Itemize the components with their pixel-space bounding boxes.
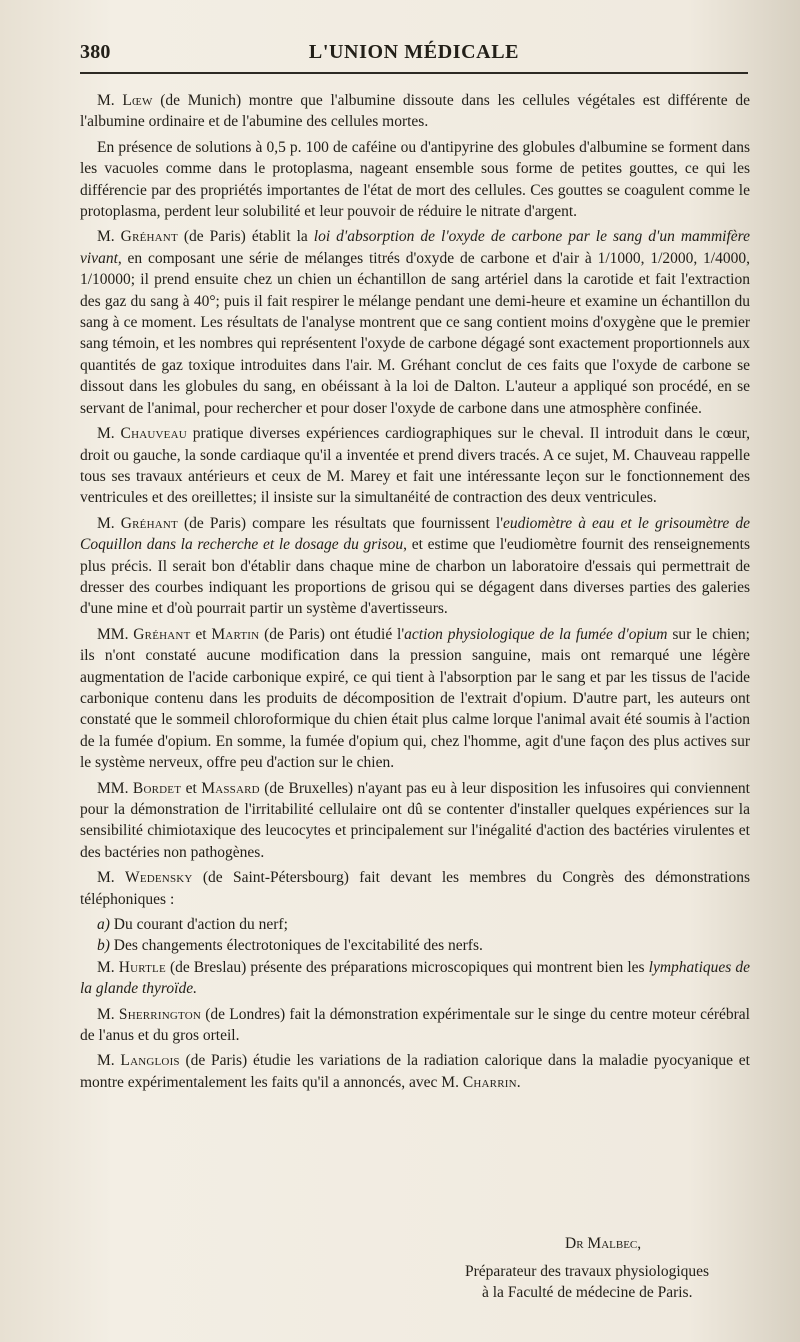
author-name: Charrin bbox=[462, 1073, 517, 1091]
author-name: Langlois bbox=[120, 1052, 180, 1070]
paragraph-opium: MM. Gréhant et Martin (de Paris) ont étudié l'action physiologique de la fumée d'opium sur le chien; ils n'ont constaté aucune modification dans la pression sanguine, mais ont remarqué une légère augmentation de l'acide carbonique expiré, ce qui tient à l'absorption par le sang et par les tissus de l'acide carbonique contenu dans les produits de décomposition de l'extrait d'opium. D'autre part, les auteurs ont constaté que le sommeil chloroformique du chien était plus calme lorque l'animal avait été soumis à l'action de la fumée d'opium. En somme, la fumée d'opium qui, chez l'homme, agit d'une façon des plus actives sur le système nerveux, offre peu d'action sur le chien. bbox=[80, 625, 750, 772]
paragraph-sherrington: M. Sherrington (de Londres) fait la démonstration expérimentale sur le singe du centre moteur cérébral de l'anus et du gros orteil. bbox=[80, 1005, 750, 1045]
signature-title: Préparateur des travaux physiologiques bbox=[465, 1263, 710, 1280]
author-name: Gréhant bbox=[120, 228, 178, 246]
list-item: b) Des changements électrotoniques de l'excitabilité des nerfs. bbox=[97, 937, 483, 955]
author-name: Chauveau bbox=[120, 425, 187, 443]
author-name: Bordet bbox=[132, 779, 182, 797]
author-name: Massard bbox=[201, 779, 260, 797]
author-name: Martin bbox=[211, 625, 260, 643]
italic-title: action physiologique de la fumée d'opium bbox=[404, 625, 668, 643]
italic-title: lymphatiques de la glande thyroïde. bbox=[80, 958, 750, 998]
paragraph-bordet-massard: MM. Bordet et Massard (de Bruxelles) n'ayant pas eu à leur disposition les infusoires qui conviennent pour la démonstration de l'irritabilité cellulaire ont dû se contenter d'installer quelques expériences sur la sensibilité chimiotaxique des leucocytes et principalement sur l'inégalité d'action des bactéries virulentes et des bactéries non pathogènes. bbox=[80, 779, 750, 861]
page-header bbox=[80, 41, 748, 65]
author-name: Sherrington bbox=[118, 1005, 202, 1023]
journal-title: L'UNION MÉDICALE bbox=[308, 41, 520, 63]
paragraph-chauveau: M. Chauveau pratique diverses expériences cardiographiques sur le cheval. Il introduit dans le cœur, droit ou gauche, la sonde cardiaque qu'il a inventée et prend divers tracés. A ce sujet, M. Chauveau rappelle tous ses travaux antérieurs et ceux de M. Marey et fait une intéressante leçon sur le fonctionnement des ventricules et des oreillettes; il insiste sur la simultanéité de contraction des deux ventricules. bbox=[80, 425, 750, 507]
italic-title: loi d'absorption de l'oxyde de carbone par le sang d'un mammifère vivant bbox=[80, 228, 751, 267]
article-body bbox=[80, 90, 750, 1097]
header-rule bbox=[80, 72, 748, 74]
author-name: Gréhant bbox=[133, 625, 191, 643]
list-marker: b) bbox=[97, 937, 110, 955]
author-name: Lœw bbox=[122, 92, 153, 109]
paragraph-hurtle: M. Hurtle (de Breslau) présente des préparations microscopiques qui montrent bien les lymphatiques de la glande thyroïde. bbox=[80, 958, 750, 998]
list-item: a) Du courant d'action du nerf; bbox=[97, 916, 288, 934]
paragraph-loew: M. Lœw (de Munich) montre que l'albumine dissoute dans les cellules végétales est différente de l'albumine ordinaire et de l'abumine des cellules mortes. bbox=[80, 92, 750, 131]
paragraph-wedensky: M. Wedensky (de Saint-Pétersbourg) fait devant les membres du Congrès des démonstrations téléphoniques : bbox=[80, 869, 750, 908]
signature-affiliation: à la Faculté de médecine de Paris. bbox=[482, 1284, 693, 1301]
paragraph-langlois: M. Langlois (de Paris) étudie les variations de la radiation calorique dans la maladie pyocyanique et montre expérimentalement les faits qu'il a annoncés, avec M. Charrin. bbox=[80, 1052, 750, 1091]
author-name: Wedensky bbox=[124, 869, 193, 887]
paragraph-albumine: En présence de solutions à 0,5 p. 100 de caféine ou d'antipyrine des globules d'albumine se forment dans les vacuoles comme dans le protoplasma, nageant ensemble sous forme de petites gouttes, ce qui les différencie par des propriétés importantes de l'état de mort des cellules. Ces gouttes se coagulent comme le protoplasma, perdent leur solubilité et leur pouvoir de réduire le nitrate d'argent. bbox=[80, 138, 750, 221]
italic-title: eudiomètre à eau et le grisoumètre de Coquillon dans la recherche et le dosage du grisou bbox=[80, 514, 751, 554]
paragraph-grehant-carbon: M. Gréhant (de Paris) établit la loi d'absorption de l'oxyde de carbone par le sang d'un mammifère vivant, en composant une série de mélanges titrés d'oxyde de carbone et d'air à 1/1000, 1/2000, 1/4000, 1/10000; il prend ensuite chez un chien un échantillon de sang artériel dans la carotide et fait l'extraction des gaz du sang à 40°; puis il fait respirer le mélange pendant une demi-heure et examine un échantillon du sang à ce moment. Les résultats de l'analyse montrent que ce sang contient moins d'oxygène que le premier sang témoin, et les nombres qui représentent l'oxyde de carbone dégagé sont exactement proportionnels aux quantités de gaz toxique introduites dans l'air. M. Gréhant conclut de ces faits que l'oxyde de carbone se dissout dans les globules du sang, en obéissant à la loi de Dalton. L'auteur a appliqué son procédé, en se servant de l'animal, pour rechercher et pour doser l'oxyde de carbone dans une atmosphère confinée. bbox=[80, 228, 751, 417]
page-number: 380 bbox=[80, 41, 111, 63]
list-marker: a) bbox=[97, 916, 110, 934]
author-name: Hurtle bbox=[118, 958, 166, 976]
paragraph-grehant-grisou: M. Gréhant (de Paris) compare les résultats que fournissent l'eudiomètre à eau et le grisoumètre de Coquillon dans la recherche et le dosage du grisou, et estime que l'eudiomètre fournit des renseignements plus précis. Il serait bon d'établir dans chaque mine de charbon un laboratoire d'essais qui permettrait de dresser des courbes indiquant les proportions de grisou qui se dégagent dans diverses parties des galeries d'une mine et d'où pourrait partir un système d'avertisseurs. bbox=[80, 514, 751, 618]
signature-name: Dr Malbec, bbox=[565, 1235, 642, 1252]
author-name: Gréhant bbox=[120, 514, 178, 532]
